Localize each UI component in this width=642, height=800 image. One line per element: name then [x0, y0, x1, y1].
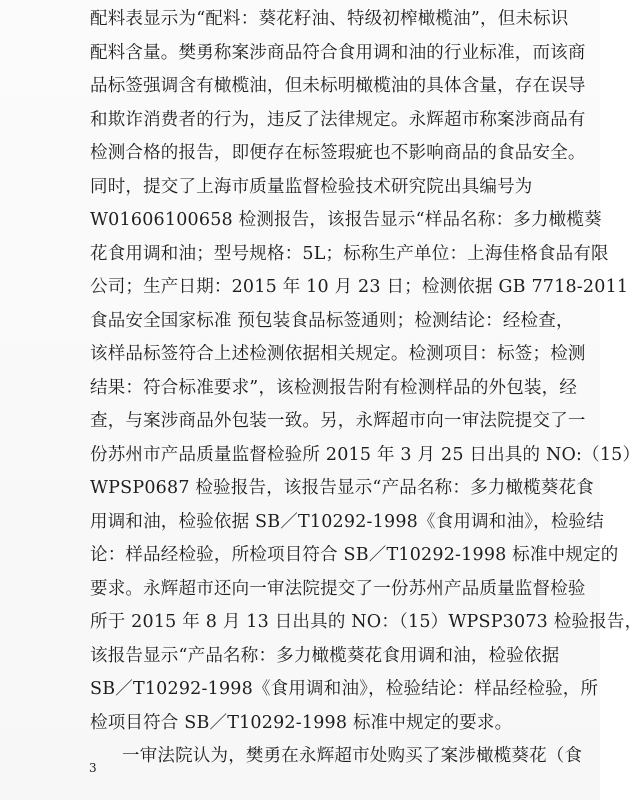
body-text-line: 所于 2015 年 8 月 13 日出具的 NO：（15）WPSP3073 检验报告，	[90, 612, 642, 632]
body-text-line: 检测合格的报告，即便存在标签瑕疵也不影响商品的食品安全。	[90, 143, 586, 163]
body-text-line: 论：样品经检验，所检项目符合 SB／T10292-1998 标准中规定的	[90, 545, 619, 565]
body-text-line: 配料表显示为“配料：葵花籽油、特级初榨橄榄油”，但未标识	[90, 9, 569, 29]
body-text-line: 该报告显示“产品名称：多力橄榄葵花食用调和油，检验依据	[90, 646, 560, 666]
body-text-line: 公司；生产日期：2015 年 10 月 23 日；检测依据 GB 7718-2011	[90, 277, 629, 297]
paragraph-first-line: 一审法院认为，樊勇在永辉超市处购买了案涉橄榄葵花（食	[122, 746, 583, 766]
body-text-line: 食品安全国家标准 预包装食品标签通则；检测结论：经检查，	[90, 311, 574, 331]
body-text-line: 花食用调和油；型号规格：5L；标称生产单位：上海佳格食品有限	[90, 244, 609, 264]
body-text-line: 配料含量。樊勇称案涉商品符合食用调和油的行业标准，而该商	[90, 43, 586, 63]
body-text-line: 检项目符合 SB／T10292-1998 标准中规定的要求。	[90, 713, 513, 733]
body-text-line: 份苏州市产品质量监督检验所 2015 年 3 月 25 日出具的 NO:（15）	[90, 445, 641, 465]
body-text-line: 查，与案涉商品外包装一致。另，永辉超市向一审法院提交了一	[90, 411, 586, 431]
body-text-line: 用调和油，检验依据 SB／T10292-1998《食用调和油》，检验结	[90, 512, 604, 532]
body-text-line: 要求。永辉超市还向一审法院提交了一份苏州产品质量监督检验	[90, 579, 586, 599]
body-text-line: 同时，提交了上海市质量监督检验技术研究院出具编号为	[90, 177, 533, 197]
body-text-line: SB／T10292-1998《食用调和油》，检验结论：样品经检验，所	[90, 679, 599, 699]
body-text-line: WPSP0687 检验报告，该报告显示“产品名称：多力橄榄葵花食	[90, 478, 594, 498]
body-text-line: 品标签强调含有橄榄油，但未标明橄榄油的具体含量，存在误导	[90, 76, 586, 96]
body-text-line: 和欺诈消费者的行为，违反了法律规定。永辉超市称案涉商品有	[90, 110, 586, 130]
page-number: 3	[89, 761, 97, 775]
body-text-line: 该样品标签符合上述检测依据相关规定。检测项目：标签；检测	[90, 344, 586, 364]
body-text-line: W01606100658 检测报告，该报告显示“样品名称：多力橄榄葵	[90, 210, 602, 230]
body-text-line: 结果：符合标准要求”，该检测报告附有检测样品的外包装，经	[90, 378, 578, 398]
